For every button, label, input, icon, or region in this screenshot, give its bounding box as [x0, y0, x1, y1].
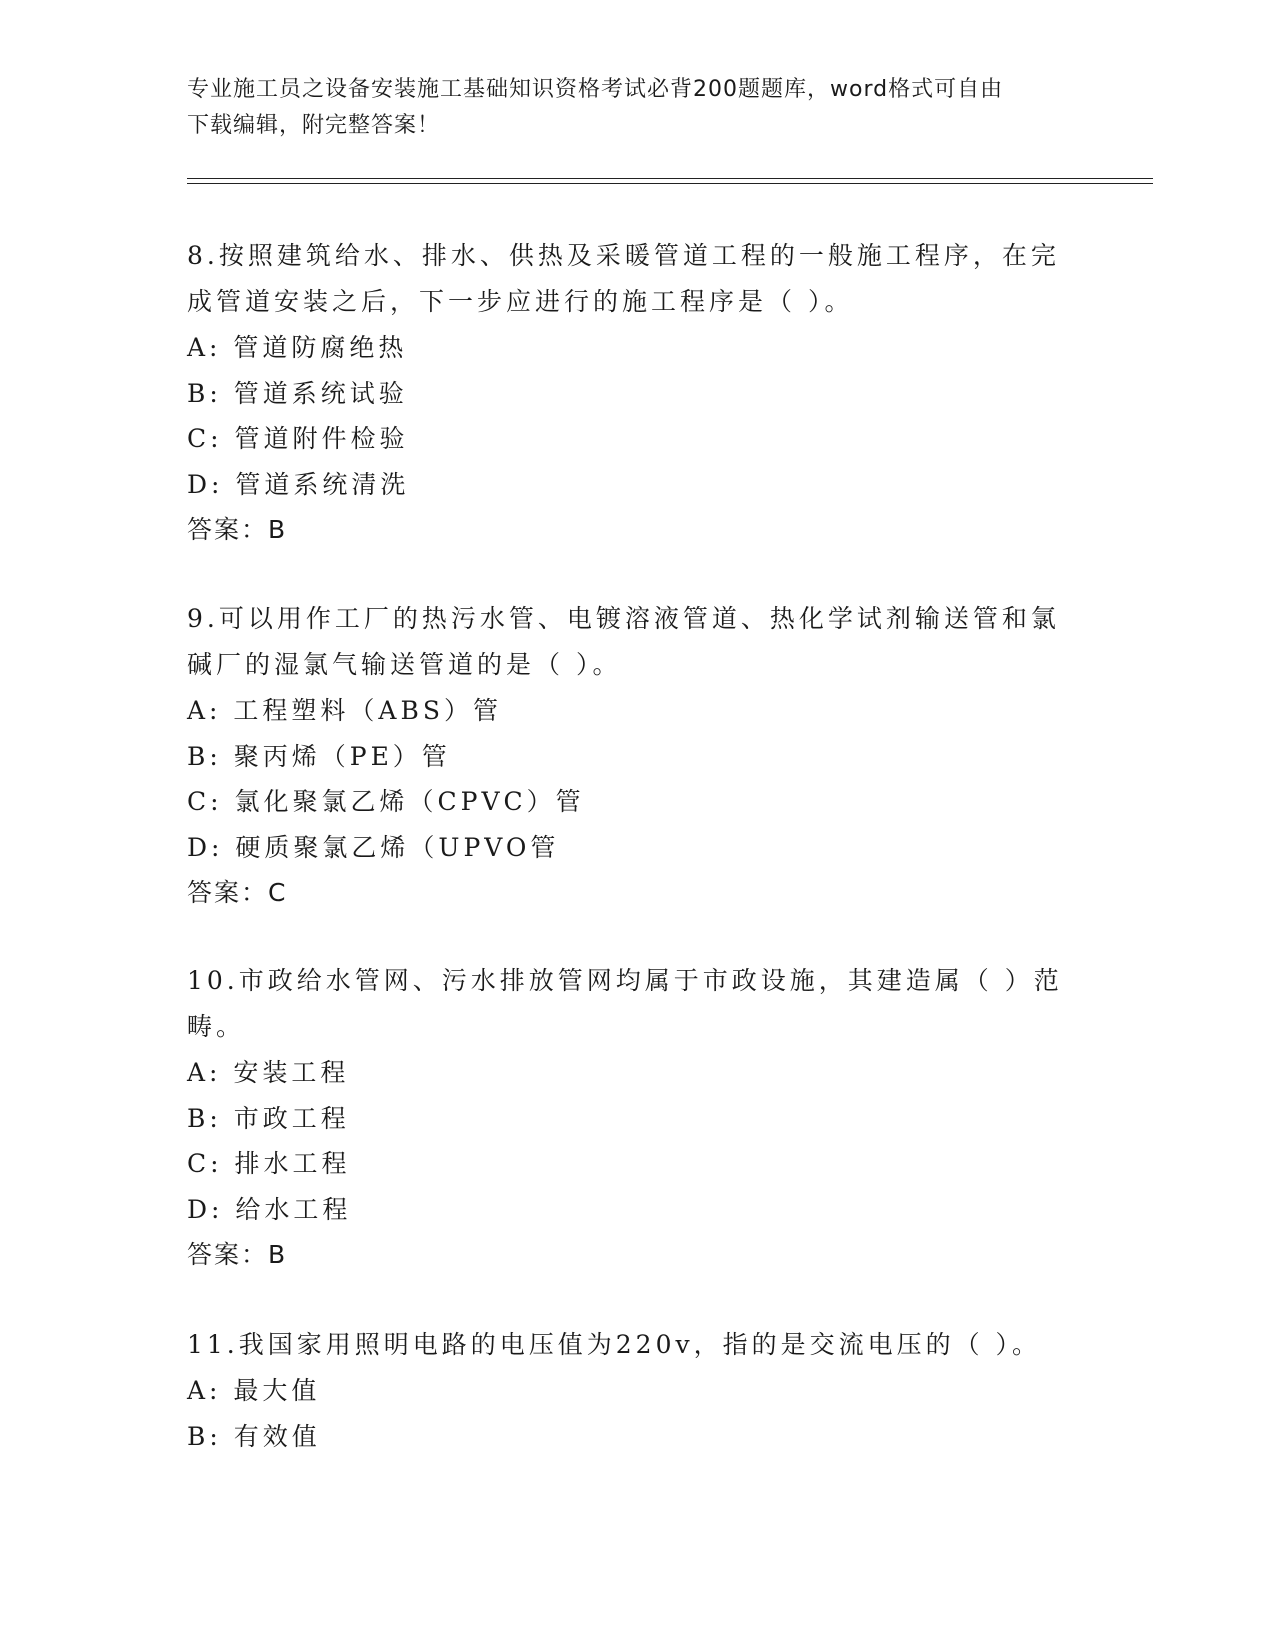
- answer: 答案：B: [187, 1240, 288, 1269]
- question-text-line: 成管道安装之后，下一步应进行的施工程序是（ ）。: [187, 287, 854, 316]
- question-text-line: 8.按照建筑给水、排水、供热及采暖管道工程的一般施工程序，在完: [187, 241, 1060, 270]
- header-line-2: 下载编辑，附完整答案！: [187, 113, 441, 138]
- option-b: B: 聚丙烯（PE）管: [187, 741, 451, 771]
- question-11: [187, 1322, 1067, 1459]
- option-a: A: 安装工程: [187, 1058, 350, 1087]
- option-d: D: 硬质聚氯乙烯（UPVO管: [187, 832, 560, 862]
- option-a: A: 最大值: [187, 1376, 321, 1405]
- header-divider-top: [187, 178, 1153, 179]
- option-c: C: 氯化聚氯乙烯（CPVC）管: [187, 787, 585, 816]
- option-b: B: 市政工程: [187, 1103, 350, 1133]
- option-b: B: 有效值: [187, 1421, 321, 1451]
- document-header: [187, 72, 1067, 144]
- question-text-line: 11.我国家用照明电路的电压值为220v，指的是交流电压的（ ）。: [187, 1330, 1042, 1359]
- header-divider-bottom: [187, 183, 1153, 184]
- option-d: D: 管道系统清洗: [187, 469, 410, 499]
- question-8: [187, 233, 1067, 553]
- option-a: A: 管道防腐绝热: [187, 333, 408, 362]
- question-10: [187, 958, 1067, 1278]
- answer: 答案：C: [187, 878, 288, 907]
- option-b: B: 管道系统试验: [187, 378, 408, 408]
- question-9: [187, 596, 1067, 916]
- option-c: C: 排水工程: [187, 1149, 351, 1178]
- question-text-line: 10.市政给水管网、污水排放管网均属于市政设施，其建造属（ ）范: [187, 966, 1063, 995]
- option-a: A: 工程塑料（ABS）管: [187, 696, 502, 725]
- question-text-line: 碱厂的湿氯气输送管道的是（ ）。: [187, 650, 622, 679]
- header-line-1: 专业施工员之设备安装施工基础知识资格考试必背200题题库，word格式可自由: [187, 77, 1004, 102]
- answer: 答案：B: [187, 515, 288, 544]
- option-d: D: 给水工程: [187, 1194, 352, 1224]
- option-c: C: 管道附件检验: [187, 424, 409, 453]
- question-text-line: 畴。: [187, 1012, 246, 1041]
- question-text-line: 9.可以用作工厂的热污水管、电镀溶液管道、热化学试剂输送管和氯: [187, 604, 1060, 633]
